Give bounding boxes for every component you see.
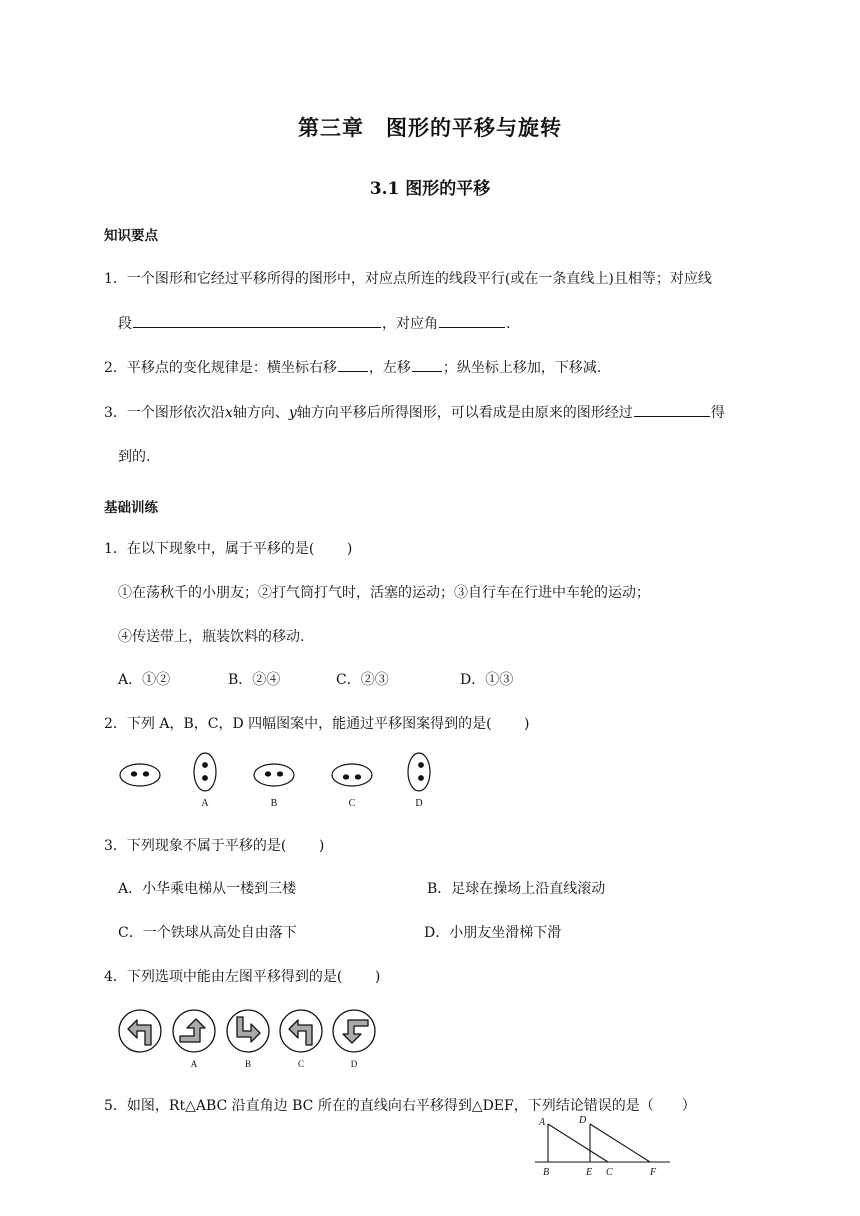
q4-arrow-d-icon[interactable]	[333, 1010, 375, 1052]
q3-option-d[interactable]: D．小朋友坐滑梯下滑	[424, 925, 562, 941]
q4-arrow-a-icon[interactable]	[173, 1010, 215, 1052]
q2-shape-c[interactable]	[332, 764, 372, 786]
q3-option-c[interactable]: C．一个铁球从高处自由落下	[118, 925, 297, 941]
q3-option-b[interactable]: B．足球在操场上沿直线滚动	[427, 881, 606, 897]
knowledge-item-1-line2	[118, 313, 510, 333]
q2-shape-b[interactable]	[254, 764, 294, 786]
q2-stem: 2．下列 A，B，C，D 四幅图案中，能通过平移图案得到的是( )	[104, 716, 530, 732]
q1-line1: ①在荡秋千的小朋友；②打气筒打气时，活塞的运动；③自行车在行进中车轮的运动；	[118, 585, 650, 601]
var-x: x	[224, 405, 233, 421]
q1-option-b[interactable]: B．②④	[228, 672, 281, 688]
knowledge-item-1-line1: 1．一个图形和它经过平移所得的图形中，对应点所连的线段平行(或在一条直线上)且相等；对应线	[104, 271, 712, 287]
knowledge-item-3-line1	[104, 402, 725, 422]
knowledge-item-2	[104, 357, 601, 377]
q4-figure	[114, 1004, 384, 1072]
point-a-label: A	[539, 1117, 546, 1128]
answer-blank[interactable]	[439, 313, 505, 328]
var-y: y	[288, 405, 297, 421]
k3-text-a: 3．一个图形依次沿	[104, 405, 225, 421]
q4-arrow-c-icon[interactable]	[280, 1010, 322, 1052]
q2-label-d: D	[415, 798, 423, 809]
section-title: 3.1 图形的平移	[369, 179, 491, 199]
k2-text-c: ；纵坐标上移加，下移减.	[442, 360, 602, 376]
chapter-title: 第三章 图形的平移与旋转	[298, 115, 562, 140]
q4-label-d: D	[350, 1059, 358, 1069]
k1-text-a: 段	[118, 316, 132, 332]
q2-label-a: A	[201, 798, 209, 809]
q2-shape-d[interactable]	[408, 753, 430, 791]
q3-option-a[interactable]: A．小华乘电梯从一楼到三楼	[118, 881, 297, 897]
k1-text-end: .	[506, 316, 511, 332]
q2-label-c: C	[348, 798, 356, 809]
point-e-label: E	[586, 1167, 593, 1178]
q1-option-c[interactable]: C．②③	[336, 672, 389, 688]
q3-stem: 3．下列现象不属于平移的是( )	[104, 838, 325, 854]
basic-heading: 基础训练	[104, 500, 158, 516]
q5-stem: 5．如图，Rt△ABC 沿直角边 BC 所在的直线向右平移得到△DEF，下列结论错误的是（ ）	[104, 1098, 696, 1114]
point-b-label: B	[543, 1167, 550, 1178]
q4-label-c: C	[297, 1059, 305, 1069]
q1-option-d[interactable]: D．①③	[460, 672, 514, 688]
answer-blank[interactable]	[338, 357, 368, 372]
answer-blank[interactable]	[133, 313, 381, 328]
point-c-label: C	[606, 1167, 613, 1178]
q4-original-arrow-icon	[119, 1010, 161, 1052]
k3-text-b: 轴方向、	[232, 405, 289, 421]
q1-option-a[interactable]: A．①②	[118, 672, 171, 688]
q1-line2: ④传送带上，瓶装饮料的移动.	[118, 629, 305, 645]
q2-figure	[112, 748, 452, 814]
k2-text-b: ，左移	[368, 360, 411, 376]
knowledge-item-3-line2: 到的.	[118, 449, 151, 465]
q2-label-b: B	[270, 798, 278, 809]
k1-text-b: ，对应角	[382, 316, 438, 332]
k3-text-d: 得	[710, 405, 725, 421]
answer-blank[interactable]	[634, 402, 710, 417]
knowledge-heading: 知识要点	[104, 228, 158, 244]
q4-arrow-b-icon[interactable]	[227, 1010, 269, 1052]
answer-blank[interactable]	[412, 357, 442, 372]
q4-label-a: A	[190, 1059, 198, 1069]
q5-triangle-figure	[530, 1112, 680, 1178]
q4-label-b: B	[244, 1059, 252, 1069]
q2-original-shape	[120, 764, 160, 786]
point-f-label: F	[650, 1167, 657, 1178]
k3-text-c: 轴方向平移后所得图形，可以看成是由原来的图形经过	[296, 405, 633, 421]
q4-stem: 4．下列选项中能由左图平移得到的是( )	[104, 969, 381, 985]
q2-shape-a[interactable]	[194, 753, 216, 791]
k2-text-a: 2．平移点的变化规律是：横坐标右移	[104, 360, 337, 376]
point-d-label: D	[579, 1115, 587, 1126]
q1-stem: 1．在以下现象中，属于平移的是( )	[104, 541, 353, 557]
